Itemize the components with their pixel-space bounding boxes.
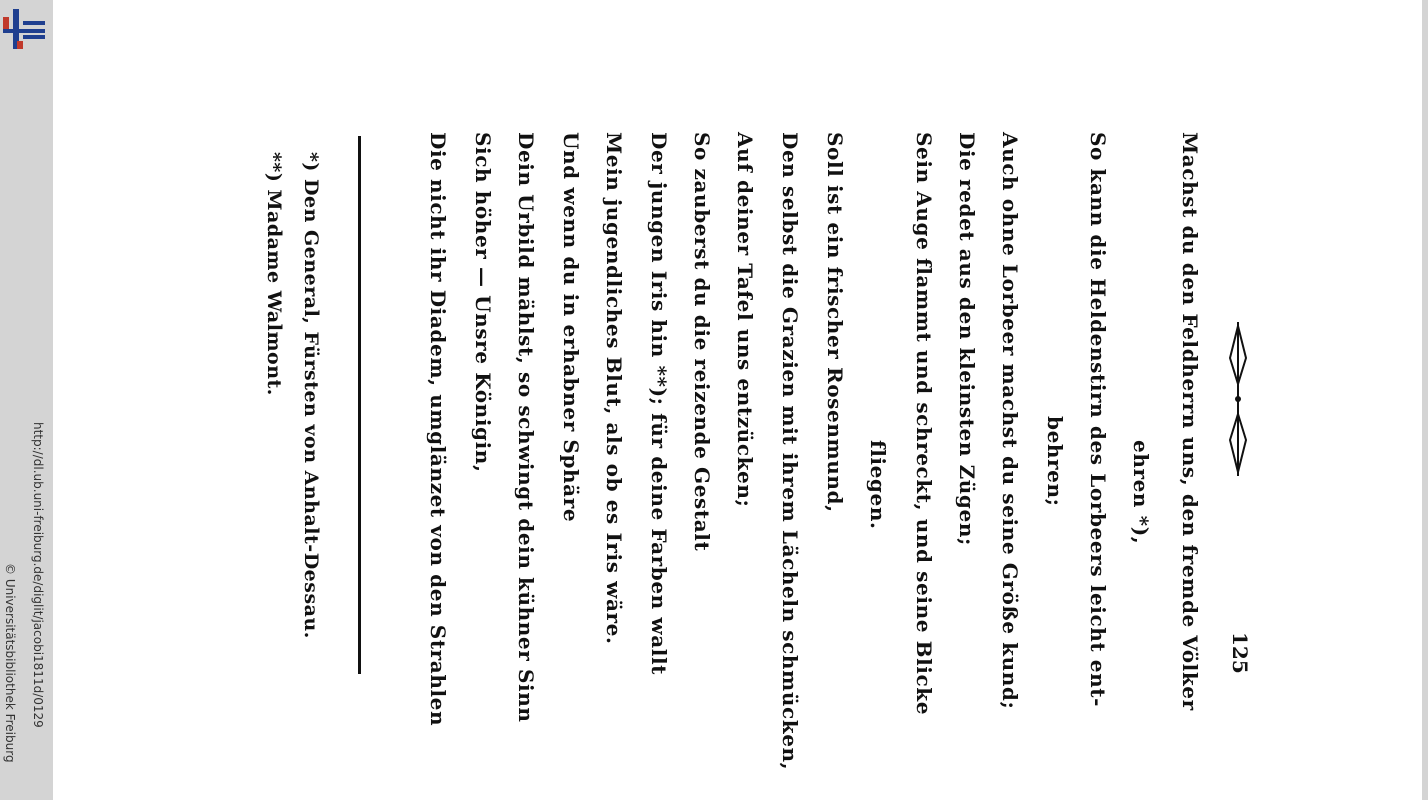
text-line-17: Sich höher — Unsre Königin, bbox=[471, 132, 495, 473]
text-line-11: Auf deiner Tafel uns entzücken; bbox=[733, 132, 757, 508]
scanned-page bbox=[250, 0, 1280, 800]
text-line-12: So zauberst du die reizende Gestalt bbox=[690, 132, 714, 552]
text-line-7: Sein Auge flammt und schreckt, und seine Blicke bbox=[912, 132, 936, 716]
text-line-18: Die nicht ihr Diadem, umglänzet von den Strahlen bbox=[426, 132, 450, 727]
text-line-3: So kann die Heldenstirn des Lorbeers leicht ent- bbox=[1086, 132, 1110, 707]
university-logo-icon[interactable] bbox=[3, 9, 45, 49]
text-line-13: Der jungen Iris hin **); für deine Farben wallt bbox=[647, 132, 671, 675]
text-line-10: Den selbst die Grazien mit ihrem Lächeln schmücken, bbox=[778, 132, 802, 771]
text-line-5: Auch ohne Lorbeer machst du seine Größe kund; bbox=[998, 132, 1022, 710]
text-line-8: fliegen. bbox=[866, 440, 890, 530]
footnote-2: **) Madame Walmont. bbox=[263, 152, 285, 396]
text-line-6: Die redet aus den kleinsten Zügen; bbox=[955, 132, 979, 546]
text-line-2: ehren *), bbox=[1129, 440, 1153, 545]
footnote-1: *) Den General, Fürsten von Anhalt-Dessau. bbox=[300, 152, 322, 639]
sidebar bbox=[0, 0, 53, 800]
text-line-1: Machst du den Feldherrn uns, den fremde Völker bbox=[1178, 132, 1202, 711]
text-line-9: Soll ist ein frischer Rosenmund, bbox=[823, 132, 847, 513]
copyright-notice: © Universitätsbibliothek Freiburg bbox=[3, 563, 17, 763]
text-line-16: Dein Urbild mählst, so schwingt dein kühner Sinn bbox=[514, 132, 538, 723]
scrollbar-edge[interactable] bbox=[1422, 0, 1428, 800]
text-line-15: Und wenn du in erhabner Sphäre bbox=[559, 132, 583, 523]
text-line-4: behren; bbox=[1043, 416, 1067, 507]
ornament-divider-icon bbox=[1226, 318, 1250, 480]
footnote-separator bbox=[358, 136, 361, 674]
page-number: 125 bbox=[1228, 632, 1252, 674]
source-url[interactable]: http://dl.ub.uni-freiburg.de/diglit/jacobi1811d/0129 bbox=[31, 422, 45, 728]
text-line-14: Mein jugendliches Blut, als ob es Iris wäre. bbox=[602, 132, 626, 645]
